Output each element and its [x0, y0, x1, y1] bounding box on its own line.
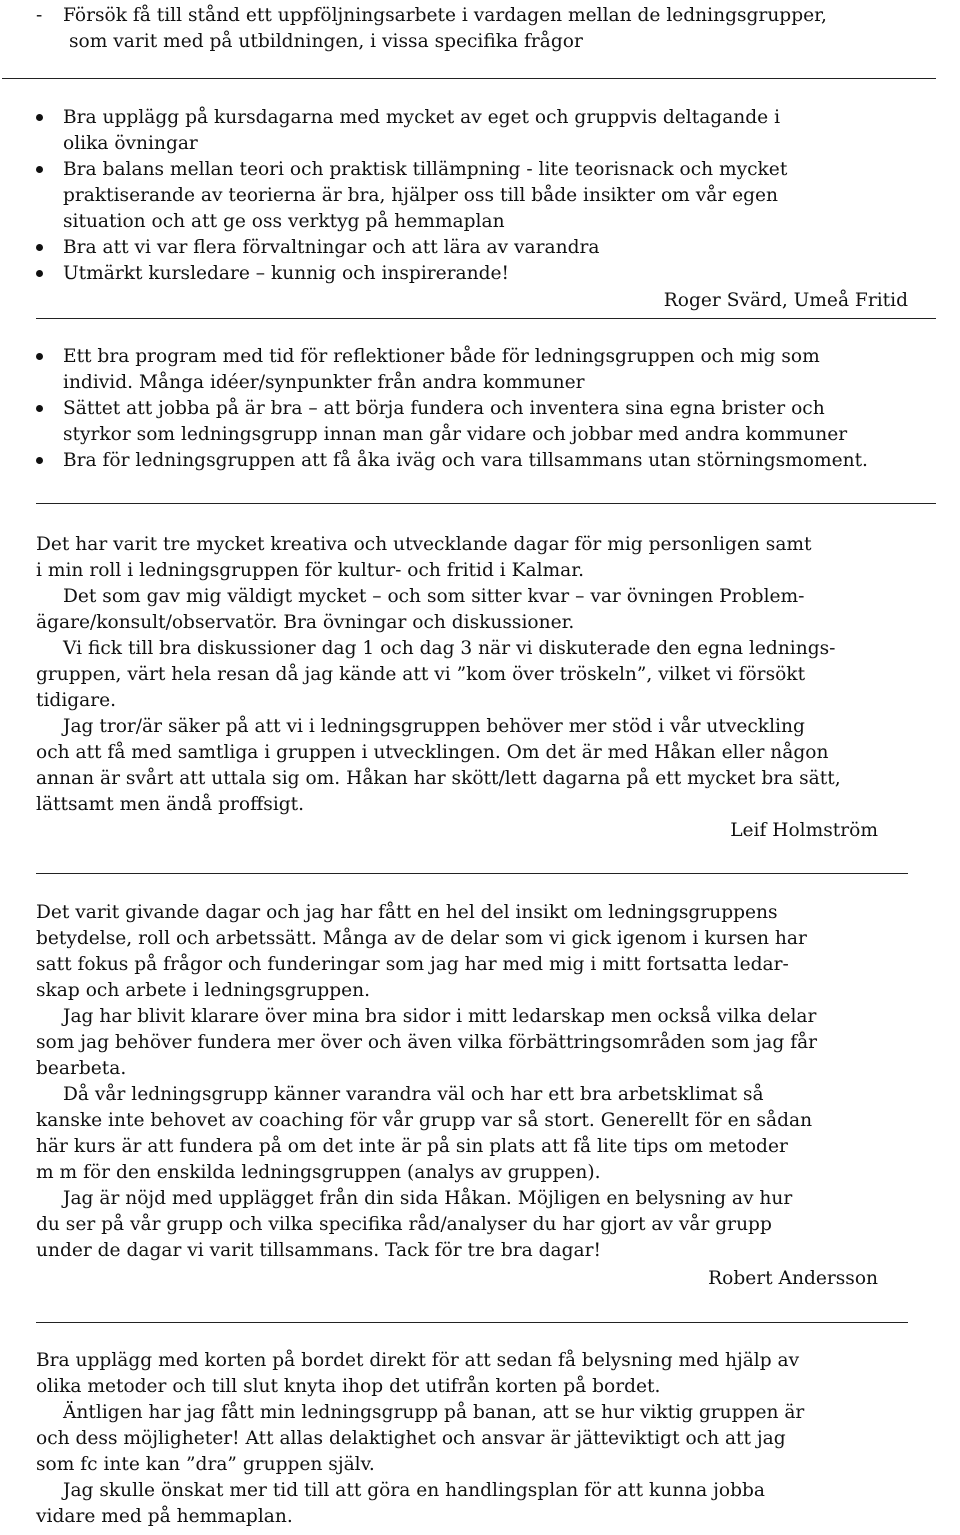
- bullet-point: [36, 166, 43, 173]
- s3-line-4: ägare/konsult/observatör. Bra övningar och diskussioner.: [36, 612, 575, 633]
- s3-line-6: gruppen, värt hela resan då jag kände att vi ”kom över tröskeln”, vilket vi försökt: [36, 664, 806, 685]
- divider-1: [2, 78, 936, 79]
- s3-line-2: i min roll i ledningsgruppen för kultur- och fritid i Kalmar.: [36, 560, 585, 581]
- divider-4: [36, 873, 908, 874]
- s4-line-14: under de dagar vi varit tillsammans. Tack för tre bra dagar!: [36, 1240, 601, 1261]
- signature-robert: Robert Andersson: [708, 1268, 878, 1289]
- s2-bullet3-line1: Bra för ledningsgruppen att få åka iväg och vara tillsammans utan störningsmoment.: [63, 450, 868, 471]
- s4-line-11: m m för den enskilda ledningsgruppen (analys av gruppen).: [36, 1162, 601, 1183]
- s1-bullet2-line2: praktiserande av teorierna är bra, hjälper oss till både insikter om vår egen: [63, 185, 778, 206]
- bullet-point: [36, 270, 43, 277]
- s5-line-1: Bra upplägg med korten på bordet direkt för att sedan få belysning med hjälp av: [36, 1350, 800, 1371]
- s2-bullet1-line2: individ. Många idéer/synpunkter från andra kommuner: [63, 372, 585, 393]
- s1-bullet2-line3: situation och att ge oss verktyg på hemmaplan: [63, 211, 505, 232]
- dash-marker: -: [36, 5, 43, 26]
- s3-line-8: Jag tror/är säker på att vi i ledningsgruppen behöver mer stöd i vår utveckling: [63, 716, 805, 737]
- s4-line-10: här kurs är att fundera på om det inte är på sin plats att få lite tips om metoder: [36, 1136, 788, 1157]
- s4-line-6: som jag behöver fundera mer över och även vilka förbättringsområden som jag får: [36, 1032, 818, 1053]
- s4-line-3: satt fokus på frågor och funderingar som jag har med mig i mitt fortsatta ledar-: [36, 954, 789, 975]
- intro-line-1: Försök få till stånd ett uppföljningsarbete i vardagen mellan de ledningsgrupper,: [63, 5, 827, 26]
- s5-line-4: och dess möjligheter! Att allas delaktighet och ansvar är jätteviktigt och att jag: [36, 1428, 786, 1449]
- s1-bullet4-line1: Utmärkt kursledare – kunnig och inspirerande!: [63, 263, 509, 284]
- s5-line-3: Äntligen har jag fått min ledningsgrupp på banan, att se hur viktig gruppen är: [63, 1402, 805, 1423]
- s5-line-2: olika metoder och till slut knyta ihop det utifrån korten på bordet.: [36, 1376, 661, 1397]
- s4-line-7: bearbeta.: [36, 1058, 127, 1079]
- s4-line-8: Då vår ledningsgrupp känner varandra väl och har ett bra arbetsklimat så: [63, 1084, 764, 1105]
- divider-2: [36, 318, 936, 319]
- s1-bullet1-line2: olika övningar: [63, 133, 198, 154]
- s2-bullet2-line1: Sättet att jobba på är bra – att börja fundera och inventera sina egna brister och: [63, 398, 825, 419]
- bullet-point: [36, 405, 43, 412]
- divider-5: [36, 1322, 908, 1323]
- s3-line-11: lättsamt men ändå proffsigt.: [36, 794, 305, 815]
- s4-line-13: du ser på vår grupp och vilka specifika råd/analyser du har gjort av vår grupp: [36, 1214, 772, 1235]
- s2-bullet1-line1: Ett bra program med tid för reflektioner både för ledningsgruppen och mig som: [63, 346, 820, 367]
- bullet-point: [36, 114, 43, 121]
- s1-bullet2-line1: Bra balans mellan teori och praktisk tillämpning - lite teorisnack och mycket: [63, 159, 788, 180]
- s4-line-4: skap och arbete i ledningsgruppen.: [36, 980, 370, 1001]
- s5-line-5: som fc inte kan ”dra” gruppen själv.: [36, 1454, 375, 1475]
- s5-line-7: vidare med på hemmaplan.: [36, 1506, 293, 1527]
- s3-line-5: Vi fick till bra diskussioner dag 1 och dag 3 när vi diskuterade den egna lednings-: [63, 638, 836, 659]
- s3-line-3: Det som gav mig väldigt mycket – och som sitter kvar – var övningen Problem-: [63, 586, 805, 607]
- s2-bullet2-line2: styrkor som ledningsgrupp innan man går vidare och jobbar med andra kommuner: [63, 424, 848, 445]
- bullet-point: [36, 244, 43, 251]
- divider-3: [36, 503, 936, 504]
- s4-line-5: Jag har blivit klarare över mina bra sidor i mitt ledarskap men också vilka delar: [63, 1006, 817, 1027]
- s4-line-12: Jag är nöjd med upplägget från din sida Håkan. Möjligen en belysning av hur: [63, 1188, 793, 1209]
- s3-line-9: och att få med samtliga i gruppen i utvecklingen. Om det är med Håkan eller någon: [36, 742, 829, 763]
- s1-bullet1-line1: Bra upplägg på kursdagarna med mycket av eget och gruppvis deltagande i: [63, 107, 781, 128]
- signature-leif: Leif Holmström: [730, 820, 878, 841]
- intro-line-2: som varit med på utbildningen, i vissa specifika frågor: [69, 31, 583, 52]
- s4-line-1: Det varit givande dagar och jag har fått en hel del insikt om ledningsgruppens: [36, 902, 778, 923]
- s3-line-10: annan är svårt att uttala sig om. Håkan har skött/lett dagarna på ett mycket bra sätt,: [36, 768, 841, 789]
- s4-line-9: kanske inte behovet av coaching för vår grupp var så stort. Generellt för en sådan: [36, 1110, 813, 1131]
- bullet-point: [36, 457, 43, 464]
- s4-line-2: betydelse, roll och arbetssätt. Många av de delar som vi gick igenom i kursen har: [36, 928, 807, 949]
- s5-line-6: Jag skulle önskat mer tid till att göra en handlingsplan för att kunna jobba: [63, 1480, 766, 1501]
- s3-line-1: Det har varit tre mycket kreativa och utvecklande dagar för mig personligen samt: [36, 534, 812, 555]
- bullet-point: [36, 353, 43, 360]
- s1-bullet3-line1: Bra att vi var flera förvaltningar och att lära av varandra: [63, 237, 600, 258]
- s3-line-7: tidigare.: [36, 690, 117, 711]
- signature-roger: Roger Svärd, Umeå Fritid: [663, 290, 908, 311]
